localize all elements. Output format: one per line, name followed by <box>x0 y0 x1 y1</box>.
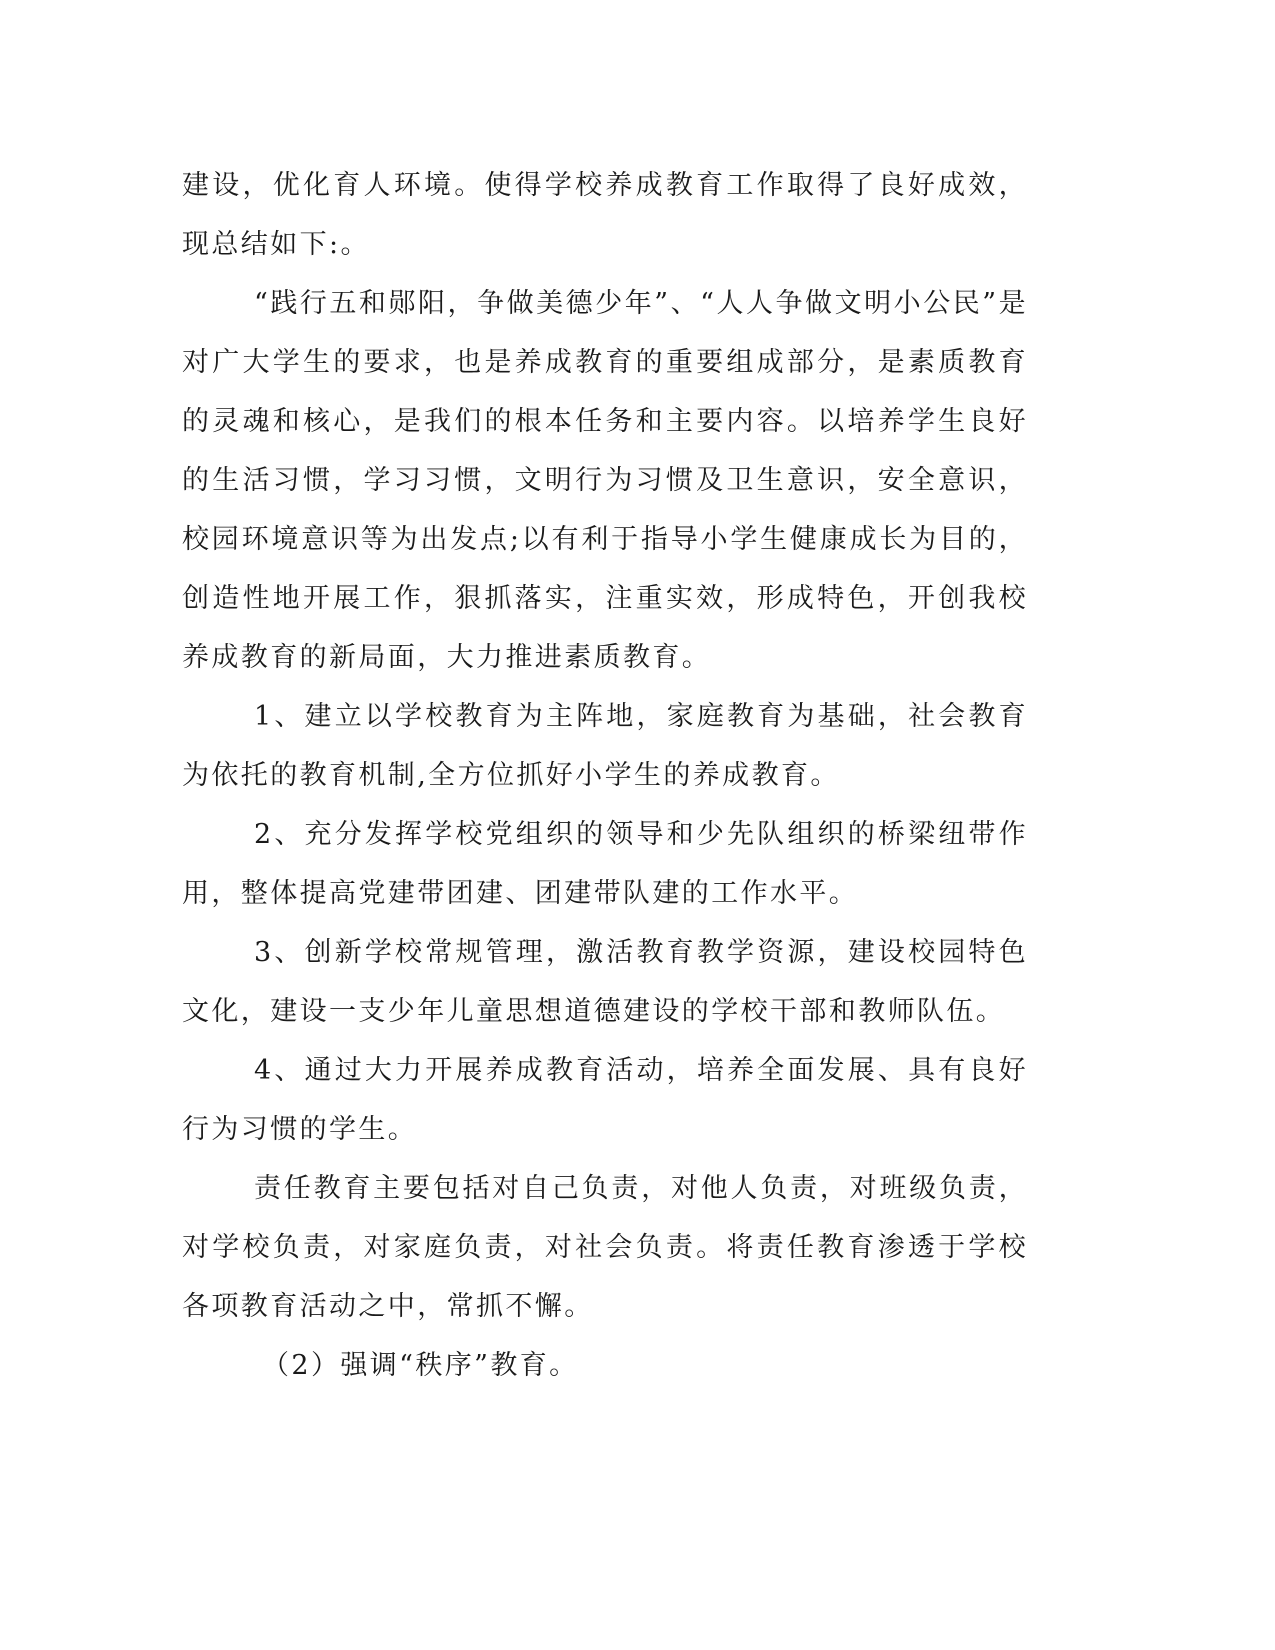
paragraph-item-2: 2、充分发挥学校党组织的领导和少先队组织的桥梁纽带作用，整体提高党建带团建、团建带队建的工作水平。 <box>182 819 1028 909</box>
paragraph-goals: “践行五和郧阳，争做美德少年”、“人人争做文明小公民”是对广大学生的要求，也是养成教育的重要组成部分，是素质教育的灵魂和核心，是我们的根本任务和主要内容。以培养学生良好的生活习惯，学习习惯，文明行为习惯及卫生意识，安全意识，校园环境意识等为出发点;以有利于指导小学生健康成长为目的，创造性地开展工作，狠抓落实，注重实效，形成特色，开创我校养成教育的新局面，大力推进素质教育。 <box>182 288 1028 673</box>
paragraph-item-4: 4、通过大力开展养成教育活动，培养全面发展、具有良好行为习惯的学生。 <box>182 1055 1028 1145</box>
body-text <box>182 156 1028 1395</box>
paragraph-item-3: 3、创新学校常规管理，激活教育教学资源，建设校园特色文化，建设一支少年儿童思想道德建设的学校干部和教师队伍。 <box>182 937 1028 1027</box>
paragraph-order-heading: （2）强调“秩序”教育。 <box>262 1350 579 1381</box>
paragraph-item-1: 1、建立以学校教育为主阵地，家庭教育为基础，社会教育为依托的教育机制,全方位抓好小学生的养成教育。 <box>182 701 1028 791</box>
paragraph-intro-continuation: 建设，优化育人环境。使得学校养成教育工作取得了良好成效，现总结如下:。 <box>182 170 1028 260</box>
paragraph-responsibility: 责任教育主要包括对自己负责，对他人负责，对班级负责，对学校负责，对家庭负责，对社会负责。将责任教育渗透于学校各项教育活动之中，常抓不懈。 <box>182 1173 1028 1322</box>
